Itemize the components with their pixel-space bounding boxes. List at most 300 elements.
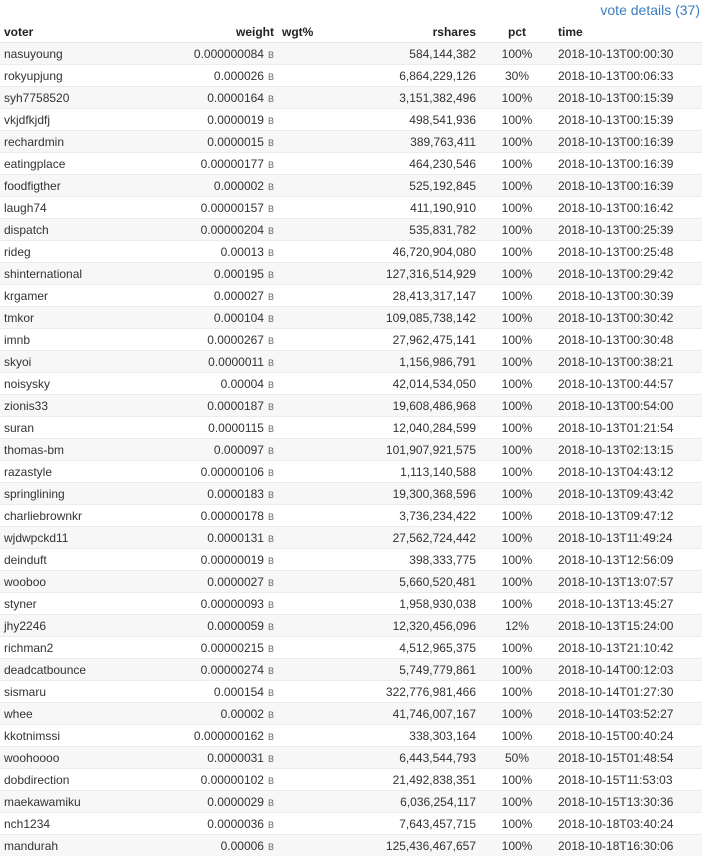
weight-value: 0.00013 xyxy=(221,245,264,259)
pct-cell: 100% xyxy=(480,483,554,505)
voter-link[interactable]: sismaru xyxy=(4,685,46,699)
pct-cell: 100% xyxy=(480,131,554,153)
voter-link[interactable]: whee xyxy=(4,707,33,721)
unit-symbol: B xyxy=(268,72,274,82)
time-cell: 2018-10-13T00:16:42 xyxy=(554,197,702,219)
rshares-cell: 389,763,411 xyxy=(354,131,480,153)
voter-cell xyxy=(0,483,158,505)
time-cell: 2018-10-13T02:13:15 xyxy=(554,439,702,461)
wgt-pct-cell xyxy=(278,747,354,769)
wgt-pct-cell xyxy=(278,43,354,65)
unit-symbol: B xyxy=(268,270,274,280)
pct-cell: 100% xyxy=(480,285,554,307)
wgt-pct-cell xyxy=(278,483,354,505)
pct-cell: 100% xyxy=(480,439,554,461)
table-row xyxy=(0,417,702,439)
wgt-pct-cell xyxy=(278,373,354,395)
unit-symbol: B xyxy=(268,204,274,214)
voter-cell xyxy=(0,395,158,417)
time-cell: 2018-10-13T01:21:54 xyxy=(554,417,702,439)
voter-link[interactable]: foodfigther xyxy=(4,179,61,193)
pct-cell: 100% xyxy=(480,417,554,439)
voter-link[interactable]: laugh74 xyxy=(4,201,47,215)
rshares-cell: 525,192,845 xyxy=(354,175,480,197)
voter-link[interactable]: charliebrownkr xyxy=(4,509,82,523)
wgt-pct-cell xyxy=(278,87,354,109)
weight-value: 0.000000162 xyxy=(194,729,264,743)
rshares-cell: 584,144,382 xyxy=(354,43,480,65)
weight-cell xyxy=(158,549,278,571)
voter-link[interactable]: syh7758520 xyxy=(4,91,69,105)
weight-cell xyxy=(158,593,278,615)
unit-symbol: B xyxy=(268,50,274,60)
table-row xyxy=(0,197,702,219)
rshares-cell: 27,962,475,141 xyxy=(354,329,480,351)
table-row xyxy=(0,703,702,725)
weight-value: 0.0000019 xyxy=(207,113,264,127)
voter-cell xyxy=(0,593,158,615)
voter-cell xyxy=(0,571,158,593)
pct-cell: 100% xyxy=(480,373,554,395)
weight-value: 0.00000106 xyxy=(201,465,264,479)
voter-cell xyxy=(0,87,158,109)
voter-link[interactable]: wjdwpckd11 xyxy=(4,531,68,545)
vote-details-link[interactable]: vote details (37) xyxy=(600,2,700,18)
voter-link[interactable]: tmkor xyxy=(4,311,34,325)
column-header-wgt-pct[interactable]: wgt% xyxy=(278,22,354,43)
weight-value: 0.000195 xyxy=(214,267,264,281)
column-header-weight[interactable]: weight xyxy=(158,22,278,43)
wgt-pct-cell xyxy=(278,417,354,439)
unit-symbol: B xyxy=(268,358,274,368)
time-cell: 2018-10-13T15:24:00 xyxy=(554,615,702,637)
weight-value: 0.000154 xyxy=(214,685,264,699)
column-header-time[interactable]: time xyxy=(554,22,702,43)
wgt-pct-cell xyxy=(278,791,354,813)
unit-symbol: B xyxy=(268,424,274,434)
voter-link[interactable]: dispatch xyxy=(4,223,49,237)
time-cell: 2018-10-13T00:16:39 xyxy=(554,153,702,175)
pct-cell: 12% xyxy=(480,615,554,637)
weight-value: 0.00002 xyxy=(221,707,264,721)
unit-symbol: B xyxy=(268,842,274,852)
voter-link[interactable]: jhy2246 xyxy=(4,619,46,633)
unit-symbol: B xyxy=(268,160,274,170)
pct-cell: 100% xyxy=(480,395,554,417)
time-cell: 2018-10-18T16:30:06 xyxy=(554,835,702,856)
votes-table xyxy=(0,22,702,856)
pct-cell: 100% xyxy=(480,87,554,109)
voter-link[interactable]: woohoooo xyxy=(4,751,59,765)
voter-link[interactable]: dobdirection xyxy=(4,773,69,787)
pct-cell: 30% xyxy=(480,65,554,87)
voter-cell xyxy=(0,219,158,241)
pct-cell: 100% xyxy=(480,791,554,813)
weight-value: 0.000026 xyxy=(214,69,264,83)
voter-cell xyxy=(0,351,158,373)
weight-value: 0.0000267 xyxy=(207,333,264,347)
voter-cell xyxy=(0,329,158,351)
time-cell: 2018-10-18T03:40:24 xyxy=(554,813,702,835)
time-cell: 2018-10-13T00:16:39 xyxy=(554,131,702,153)
unit-symbol: B xyxy=(268,446,274,456)
weight-cell xyxy=(158,87,278,109)
time-cell: 2018-10-13T09:43:42 xyxy=(554,483,702,505)
table-row xyxy=(0,813,702,835)
rshares-cell: 3,151,382,496 xyxy=(354,87,480,109)
pct-cell: 100% xyxy=(480,725,554,747)
voter-link[interactable]: styner xyxy=(4,597,37,611)
voter-cell xyxy=(0,175,158,197)
weight-value: 0.00000157 xyxy=(201,201,264,215)
rshares-cell: 41,746,007,167 xyxy=(354,703,480,725)
wgt-pct-cell xyxy=(278,241,354,263)
table-header-row xyxy=(0,22,702,43)
rshares-cell: 19,608,486,968 xyxy=(354,395,480,417)
table-row xyxy=(0,769,702,791)
unit-symbol: B xyxy=(268,512,274,522)
pct-cell: 100% xyxy=(480,769,554,791)
table-row xyxy=(0,307,702,329)
weight-value: 0.0000059 xyxy=(207,619,264,633)
rshares-cell: 5,660,520,481 xyxy=(354,571,480,593)
weight-cell xyxy=(158,505,278,527)
wgt-pct-cell xyxy=(278,65,354,87)
voter-cell xyxy=(0,813,158,835)
wgt-pct-cell xyxy=(278,395,354,417)
table-row xyxy=(0,241,702,263)
pct-cell: 100% xyxy=(480,835,554,856)
pct-cell: 100% xyxy=(480,703,554,725)
wgt-pct-cell xyxy=(278,615,354,637)
column-header-voter[interactable]: voter xyxy=(0,22,158,43)
wgt-pct-cell xyxy=(278,659,354,681)
unit-symbol: B xyxy=(268,820,274,830)
weight-cell xyxy=(158,109,278,131)
pct-cell: 100% xyxy=(480,153,554,175)
rshares-cell: 27,562,724,442 xyxy=(354,527,480,549)
pct-cell: 100% xyxy=(480,659,554,681)
voter-cell xyxy=(0,285,158,307)
time-cell: 2018-10-13T21:10:42 xyxy=(554,637,702,659)
wgt-pct-cell xyxy=(278,725,354,747)
unit-symbol: B xyxy=(268,798,274,808)
pct-cell: 100% xyxy=(480,43,554,65)
weight-value: 0.00000102 xyxy=(201,773,264,787)
unit-symbol: B xyxy=(268,226,274,236)
voter-link[interactable]: springlining xyxy=(4,487,65,501)
time-cell: 2018-10-14T00:12:03 xyxy=(554,659,702,681)
pct-cell: 100% xyxy=(480,329,554,351)
table-row xyxy=(0,505,702,527)
rshares-cell: 3,736,234,422 xyxy=(354,505,480,527)
voter-cell xyxy=(0,241,158,263)
unit-symbol: B xyxy=(268,490,274,500)
voter-link[interactable]: rideg xyxy=(4,245,31,259)
rshares-cell: 464,230,546 xyxy=(354,153,480,175)
time-cell: 2018-10-13T13:45:27 xyxy=(554,593,702,615)
weight-cell xyxy=(158,329,278,351)
weight-cell xyxy=(158,747,278,769)
voter-link[interactable]: deinduft xyxy=(4,553,47,567)
unit-symbol: B xyxy=(268,578,274,588)
table-row xyxy=(0,637,702,659)
table-row xyxy=(0,439,702,461)
pct-cell: 100% xyxy=(480,505,554,527)
wgt-pct-cell xyxy=(278,571,354,593)
weight-value: 0.00000093 xyxy=(201,597,264,611)
time-cell: 2018-10-13T00:30:48 xyxy=(554,329,702,351)
wgt-pct-cell xyxy=(278,637,354,659)
pct-cell: 100% xyxy=(480,351,554,373)
unit-symbol: B xyxy=(268,380,274,390)
table-row xyxy=(0,153,702,175)
voter-cell xyxy=(0,307,158,329)
voter-link[interactable]: thomas-bm xyxy=(4,443,64,457)
weight-cell xyxy=(158,461,278,483)
weight-value: 0.00004 xyxy=(221,377,264,391)
voter-cell xyxy=(0,153,158,175)
table-row xyxy=(0,527,702,549)
voter-cell xyxy=(0,747,158,769)
unit-symbol: B xyxy=(268,116,274,126)
weight-value: 0.0000115 xyxy=(208,421,264,435)
weight-value: 0.000097 xyxy=(214,443,264,457)
pct-cell: 100% xyxy=(480,241,554,263)
pct-cell: 100% xyxy=(480,637,554,659)
rshares-cell: 411,190,910 xyxy=(354,197,480,219)
wgt-pct-cell xyxy=(278,505,354,527)
voter-link[interactable]: noisysky xyxy=(4,377,50,391)
rshares-cell: 46,720,904,080 xyxy=(354,241,480,263)
voter-cell xyxy=(0,417,158,439)
table-row xyxy=(0,329,702,351)
voter-cell xyxy=(0,549,158,571)
unit-symbol: B xyxy=(268,534,274,544)
rshares-cell: 6,864,229,126 xyxy=(354,65,480,87)
table-row xyxy=(0,109,702,131)
unit-symbol: B xyxy=(268,754,274,764)
weight-value: 0.0000036 xyxy=(207,817,264,831)
wgt-pct-cell xyxy=(278,835,354,856)
weight-cell xyxy=(158,373,278,395)
pct-cell: 100% xyxy=(480,109,554,131)
voter-cell xyxy=(0,527,158,549)
pct-cell: 100% xyxy=(480,263,554,285)
unit-symbol: B xyxy=(268,314,274,324)
wgt-pct-cell xyxy=(278,153,354,175)
wgt-pct-cell xyxy=(278,285,354,307)
time-cell: 2018-10-13T00:30:39 xyxy=(554,285,702,307)
weight-cell xyxy=(158,615,278,637)
time-cell: 2018-10-13T00:38:21 xyxy=(554,351,702,373)
rshares-cell: 1,958,930,038 xyxy=(354,593,480,615)
table-row xyxy=(0,351,702,373)
rshares-cell: 1,113,140,588 xyxy=(354,461,480,483)
weight-value: 0.00006 xyxy=(221,839,264,853)
unit-symbol: B xyxy=(268,182,274,192)
table-row xyxy=(0,263,702,285)
voter-link[interactable]: suran xyxy=(4,421,34,435)
time-cell: 2018-10-14T01:27:30 xyxy=(554,681,702,703)
time-cell: 2018-10-13T00:15:39 xyxy=(554,87,702,109)
weight-value: 0.00000204 xyxy=(201,223,264,237)
weight-cell xyxy=(158,43,278,65)
pct-cell: 100% xyxy=(480,461,554,483)
voter-cell xyxy=(0,505,158,527)
voter-link[interactable]: richman2 xyxy=(4,641,53,655)
wgt-pct-cell xyxy=(278,593,354,615)
rshares-cell: 6,443,544,793 xyxy=(354,747,480,769)
weight-value: 0.00000215 xyxy=(201,641,264,655)
rshares-cell: 5,749,779,861 xyxy=(354,659,480,681)
weight-value: 0.0000131 xyxy=(207,531,264,545)
pct-cell: 100% xyxy=(480,197,554,219)
table-row xyxy=(0,219,702,241)
weight-cell xyxy=(158,131,278,153)
voter-link[interactable]: imnb xyxy=(4,333,30,347)
voter-link[interactable]: wooboo xyxy=(4,575,46,589)
weight-value: 0.0000164 xyxy=(207,91,264,105)
voter-link[interactable]: deadcatbounce xyxy=(4,663,86,677)
unit-symbol: B xyxy=(268,666,274,676)
rshares-cell: 12,320,456,096 xyxy=(354,615,480,637)
unit-symbol: B xyxy=(268,138,274,148)
voter-link[interactable]: shinternational xyxy=(4,267,82,281)
unit-symbol: B xyxy=(268,710,274,720)
rshares-cell: 125,436,467,657 xyxy=(354,835,480,856)
table-row xyxy=(0,483,702,505)
weight-cell xyxy=(158,659,278,681)
unit-symbol: B xyxy=(268,732,274,742)
voter-cell xyxy=(0,615,158,637)
voter-link[interactable]: nch1234 xyxy=(4,817,50,831)
table-row xyxy=(0,395,702,417)
voter-link[interactable]: nasuyoung xyxy=(4,47,63,61)
time-cell: 2018-10-13T00:44:57 xyxy=(554,373,702,395)
time-cell: 2018-10-13T00:06:33 xyxy=(554,65,702,87)
pct-cell: 100% xyxy=(480,813,554,835)
voter-link[interactable]: vkjdfkjdfj xyxy=(4,113,50,127)
time-cell: 2018-10-13T00:00:30 xyxy=(554,43,702,65)
table-row xyxy=(0,461,702,483)
voter-link[interactable]: zionis33 xyxy=(4,399,48,413)
rshares-cell: 21,492,838,351 xyxy=(354,769,480,791)
voter-cell xyxy=(0,131,158,153)
table-row xyxy=(0,285,702,307)
voter-link[interactable]: maekawamiku xyxy=(4,795,81,809)
time-cell: 2018-10-15T01:48:54 xyxy=(554,747,702,769)
column-header-pct[interactable]: pct xyxy=(480,22,554,43)
table-row xyxy=(0,835,702,856)
table-row xyxy=(0,791,702,813)
time-cell: 2018-10-13T00:15:39 xyxy=(554,109,702,131)
voter-cell xyxy=(0,769,158,791)
table-row xyxy=(0,549,702,571)
weight-cell xyxy=(158,637,278,659)
unit-symbol: B xyxy=(268,556,274,566)
voter-cell xyxy=(0,725,158,747)
wgt-pct-cell xyxy=(278,109,354,131)
weight-value: 0.0000031 xyxy=(207,751,264,765)
voter-link[interactable]: razastyle xyxy=(4,465,52,479)
voter-cell xyxy=(0,373,158,395)
pct-cell: 100% xyxy=(480,307,554,329)
weight-cell xyxy=(158,439,278,461)
voter-cell xyxy=(0,681,158,703)
rshares-cell: 7,643,457,715 xyxy=(354,813,480,835)
weight-value: 0.0000015 xyxy=(207,135,264,149)
voter-link[interactable]: rokyupjung xyxy=(4,69,63,83)
weight-cell xyxy=(158,351,278,373)
pct-cell: 100% xyxy=(480,219,554,241)
voter-cell xyxy=(0,263,158,285)
voter-link[interactable]: mandurah xyxy=(4,839,58,853)
voter-cell xyxy=(0,43,158,65)
rshares-cell: 4,512,965,375 xyxy=(354,637,480,659)
rshares-cell: 6,036,254,117 xyxy=(354,791,480,813)
voter-link[interactable]: kkotnimssi xyxy=(4,729,60,743)
unit-symbol: B xyxy=(268,248,274,258)
weight-cell xyxy=(158,813,278,835)
weight-cell xyxy=(158,65,278,87)
wgt-pct-cell xyxy=(278,439,354,461)
unit-symbol: B xyxy=(268,468,274,478)
table-row xyxy=(0,681,702,703)
wgt-pct-cell xyxy=(278,461,354,483)
voter-cell xyxy=(0,197,158,219)
pct-cell: 100% xyxy=(480,681,554,703)
voter-link[interactable]: skyoi xyxy=(4,355,31,369)
weight-value: 0.00000177 xyxy=(201,157,264,171)
pct-cell: 50% xyxy=(480,747,554,769)
time-cell: 2018-10-13T04:43:12 xyxy=(554,461,702,483)
voter-link[interactable]: rechardmin xyxy=(4,135,64,149)
weight-value: 0.0000027 xyxy=(207,575,264,589)
time-cell: 2018-10-15T11:53:03 xyxy=(554,769,702,791)
table-row xyxy=(0,131,702,153)
weight-cell xyxy=(158,285,278,307)
table-row xyxy=(0,43,702,65)
table-row xyxy=(0,615,702,637)
weight-value: 0.0000187 xyxy=(207,399,264,413)
wgt-pct-cell xyxy=(278,351,354,373)
weight-value: 0.000104 xyxy=(214,311,264,325)
rshares-cell: 19,300,368,596 xyxy=(354,483,480,505)
voter-link[interactable]: eatingplace xyxy=(4,157,65,171)
time-cell: 2018-10-13T13:07:57 xyxy=(554,571,702,593)
time-cell: 2018-10-13T00:29:42 xyxy=(554,263,702,285)
rshares-cell: 535,831,782 xyxy=(354,219,480,241)
wgt-pct-cell xyxy=(278,527,354,549)
weight-cell xyxy=(158,175,278,197)
unit-symbol: B xyxy=(268,600,274,610)
weight-cell xyxy=(158,725,278,747)
wgt-pct-cell xyxy=(278,681,354,703)
table-row xyxy=(0,725,702,747)
rshares-cell: 109,085,738,142 xyxy=(354,307,480,329)
weight-value: 0.000000084 xyxy=(194,47,264,61)
pct-cell: 100% xyxy=(480,593,554,615)
unit-symbol: B xyxy=(268,776,274,786)
voter-link[interactable]: krgamer xyxy=(4,289,48,303)
weight-cell xyxy=(158,153,278,175)
time-cell: 2018-10-13T00:16:39 xyxy=(554,175,702,197)
column-header-rshares[interactable]: rshares xyxy=(354,22,480,43)
time-cell: 2018-10-13T12:56:09 xyxy=(554,549,702,571)
table-row xyxy=(0,175,702,197)
wgt-pct-cell xyxy=(278,329,354,351)
